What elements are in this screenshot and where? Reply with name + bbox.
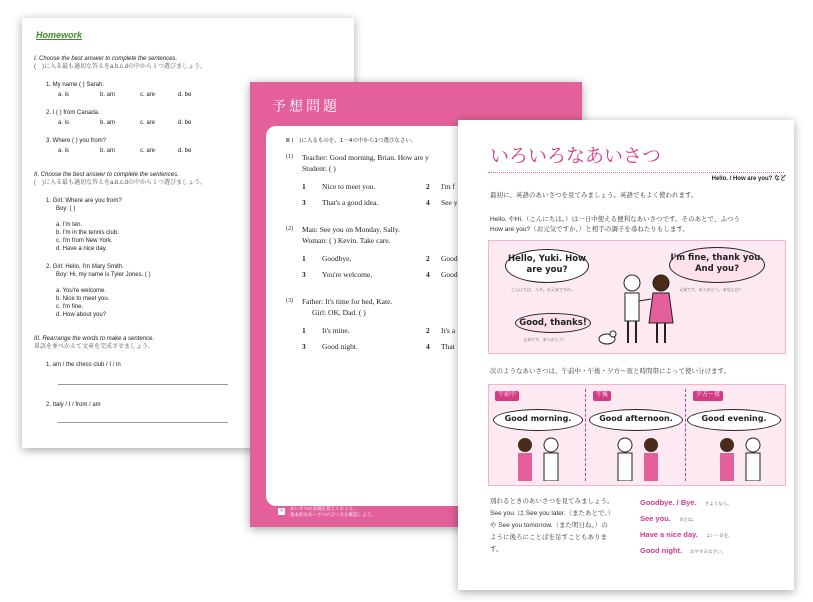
goodbye-text-3: や See you tomorrow.（また明日ね。）の	[490, 522, 608, 529]
p2-num-2: 2	[426, 254, 430, 263]
section-2-instruction: ( )に入る最も適切な答えをa.b.c.dの中から１つ選びましょう。	[34, 180, 207, 186]
p1-num-1: 1	[302, 182, 306, 191]
tag-afternoon: 午後	[593, 391, 611, 401]
paragraph-2: How are you?（お元気ですか。）と相手の調子を尋ねたりもします。	[490, 226, 689, 233]
bubble-fine-translation: 元気です、ありがとう。あなたは？	[679, 287, 743, 292]
goodbye-phrase-1-jp: さようなら。	[704, 501, 732, 506]
bubble-hello-translation: こんにちは、ユキ。お元気ですか。	[511, 287, 575, 292]
time-of-day-intro: 次のようなあいさつは、午前中・午後・夕方〜夜と時間帯によって使い分けます。	[490, 368, 730, 375]
problem-2-line-1: Man: See you on Monday, Sally.	[302, 225, 400, 234]
q5-option-d: d. How about you?	[56, 312, 107, 318]
dog-icon	[597, 329, 617, 347]
q2-option-d: d. be	[178, 120, 192, 126]
bubble-good-evening: Good evening.	[687, 409, 781, 431]
p2-num-1: 1	[302, 254, 306, 263]
q2-option-b: b. am	[100, 120, 116, 126]
p3-num-4: 4	[426, 342, 430, 351]
title-divider	[488, 172, 784, 173]
q1-option-d: d. be	[178, 92, 192, 98]
bubble-good-morning: Good morning.	[493, 409, 583, 431]
q2-option-a: a. is	[58, 120, 70, 126]
goodbye-text-5: す。	[490, 546, 503, 553]
speech-bubble-good-thanks: Good, thanks!	[515, 313, 591, 333]
goodbye-phrase-4-jp: おやすみなさい。	[690, 549, 727, 554]
question-5: 2. Girl: Hello, I'm Mary Smith.	[46, 264, 124, 270]
evening-people-icon	[711, 435, 771, 481]
panel-divider-1	[585, 389, 586, 481]
section-2-heading: II. Choose the best answer to complete the sentences.	[34, 172, 179, 178]
greeting-illustration-panel	[488, 240, 786, 354]
p2-option-4: Good	[441, 270, 458, 279]
goodbye-phrase-1-en: Goodbye. / Bye.	[640, 498, 697, 507]
problem-1-line-2: Student: ( )	[302, 164, 336, 173]
question-6: 1. am / the chess club / I / in	[46, 362, 121, 368]
goodbye-phrase-1	[640, 498, 732, 508]
goodbye-phrase-3-jp: よい一日を。	[705, 533, 733, 538]
goodbye-phrase-2-jp: またね。	[678, 517, 697, 522]
problem-2-number: (2)	[286, 226, 293, 232]
q5-option-c: c. I'm fine.	[56, 304, 84, 310]
goodbye-phrase-4-en: Good night.	[640, 546, 683, 555]
tag-evening: 夕方〜夜	[693, 391, 723, 401]
p3-option-3: Good night.	[322, 342, 358, 351]
problem-2-line-2: Woman: ( ) Kevin. Take care.	[302, 236, 391, 245]
morning-people-icon	[509, 435, 569, 481]
p1-option-3: That's a good idea.	[322, 198, 379, 207]
q4-option-c: c. I'm from New York.	[56, 238, 113, 244]
goodbye-phrase-3	[640, 530, 733, 540]
p2-option-3: You're welcome,	[322, 270, 373, 279]
question-7: 2. Italy / I / from / am	[46, 402, 101, 408]
problem-3-number: (3)	[286, 298, 293, 304]
p2-option-2: Good	[441, 254, 458, 263]
problem-1-number: (1)	[286, 154, 293, 160]
question-1: 1. My name ( ) Sarah.	[46, 82, 105, 88]
q1-option-a: a. is	[58, 92, 70, 98]
section-3-heading: III. Rearrange the words to make a sentence.	[34, 336, 155, 342]
q1-option-b: b. am	[100, 92, 116, 98]
q1-option-c: c. are	[140, 92, 156, 98]
goodbye-phrase-4	[640, 546, 726, 556]
speech-bubble-hello: Hello, Yuki. How are you?	[505, 249, 589, 283]
goodbye-phrase-2	[640, 514, 697, 524]
intro-text: 最初に、英語のあいさつを見てみましょう。英語でもよく使われます。	[490, 192, 698, 199]
goodbye-phrase-3-en: Have a nice day.	[640, 530, 698, 539]
answer-line-2	[58, 422, 228, 423]
footnote-line-2: 基本的なあいさつの言い方を確認しよう。	[290, 511, 376, 517]
two-people-greeting-icon	[617, 269, 677, 349]
goodbye-phrase-2-en: See you.	[640, 514, 671, 523]
q5-option-b: b. Nice to meet you.	[56, 296, 110, 302]
question-3: 3. Where ( ) you from?	[46, 138, 107, 144]
p1-num-3: 3	[302, 198, 306, 207]
p2-num-3: 3	[302, 270, 306, 279]
p1-num-2: 2	[426, 182, 430, 191]
p2-num-4: 4	[426, 270, 430, 279]
goodbye-text-1: 別れるときのあいさつを見てみましょう。	[490, 498, 614, 505]
p1-option-1: Nice to meet you.	[322, 182, 376, 191]
p3-option-4: That	[441, 342, 455, 351]
answer-line-1	[58, 384, 228, 385]
p3-num-2: 2	[426, 326, 430, 335]
page-number: 4	[278, 508, 285, 515]
q3-option-d: d. be	[178, 148, 192, 154]
greetings-sheet	[458, 120, 794, 590]
paragraph-1: Hello. やHi.（こんにちは。）は一日中使える便利なあいさつです。そのあとで、ふつう	[490, 216, 740, 223]
homework-title: Homework	[36, 30, 83, 40]
q4-option-d: d. Have a nice day.	[56, 246, 107, 252]
question-4: 1. Girl: Where are you from?	[46, 198, 122, 204]
p3-option-2: It's a	[441, 326, 456, 335]
q5-option-a: a. You're welcome.	[56, 288, 107, 294]
p1-num-4: 4	[426, 198, 430, 207]
p3-num-3: 3	[302, 342, 306, 351]
panel-divider-2	[685, 389, 686, 481]
p3-num-1: 1	[302, 326, 306, 335]
sheet-title: 予想問題	[272, 99, 340, 115]
q3-option-b: b. am	[100, 148, 116, 154]
problem-3-line-1: Father: It's time for bed, Kate.	[302, 297, 393, 306]
section-3-instruction: 単語を並べかえて文章を完成させましょう。	[34, 344, 155, 350]
footnote-line-1: あいさつの表現を覚えておこう。	[290, 506, 358, 511]
q4-option-b: b. I'm in the tennis club.	[56, 230, 119, 236]
p1-option-4: See y	[441, 198, 458, 207]
problem-3-line-2: Girl: OK, Dad. ( )	[312, 308, 366, 317]
p1-option-2: I'm f	[441, 182, 456, 191]
tag-morning: 午前中	[495, 391, 519, 401]
p3-option-1: It's mine.	[322, 326, 350, 335]
q4-option-a: a. I'm ten.	[56, 222, 83, 228]
goodbye-text-4: ように後ろにことばを足すこともありま	[490, 534, 607, 541]
instruction: Ⅲ ( )に入るものを、1〜4の中から1つ選びなさい。	[286, 138, 417, 144]
goodbye-text-2: See you. は See you later.（またあとで。）	[490, 510, 615, 517]
problem-1-line-1: Teacher: Good morning, Brian. How are y	[302, 153, 429, 162]
q3-option-c: c. are	[140, 148, 156, 154]
question-2: 2. I ( ) from Canada.	[46, 110, 100, 116]
bubble-good-thanks-translation: 元気です、ありがとう！	[523, 337, 567, 342]
section-1-instruction: ( )に入る最も適切な答えをa.b.c.dの中から１つ選びましょう。	[34, 64, 207, 70]
section-1-heading: I. Choose the best answer to complete the sentences.	[34, 56, 178, 62]
speech-bubble-fine: I'm fine, thank you. And you?	[669, 247, 765, 283]
q2-option-c: c. are	[140, 120, 156, 126]
greetings-subtitle: Hello. / How are you? など	[711, 176, 786, 182]
q3-option-a: a. is	[58, 148, 70, 154]
bubble-good-afternoon: Good afternoon.	[589, 409, 683, 431]
question-4-reply: Boy: ( )	[56, 206, 76, 212]
p2-option-1: Goodbye,	[322, 254, 352, 263]
time-of-day-panel	[488, 384, 786, 486]
question-5-reply: Boy: Hi, my name is Tyler Jones. ( )	[56, 272, 151, 278]
afternoon-people-icon	[609, 435, 669, 481]
greetings-title: いろいろなあいさつ	[490, 145, 662, 167]
